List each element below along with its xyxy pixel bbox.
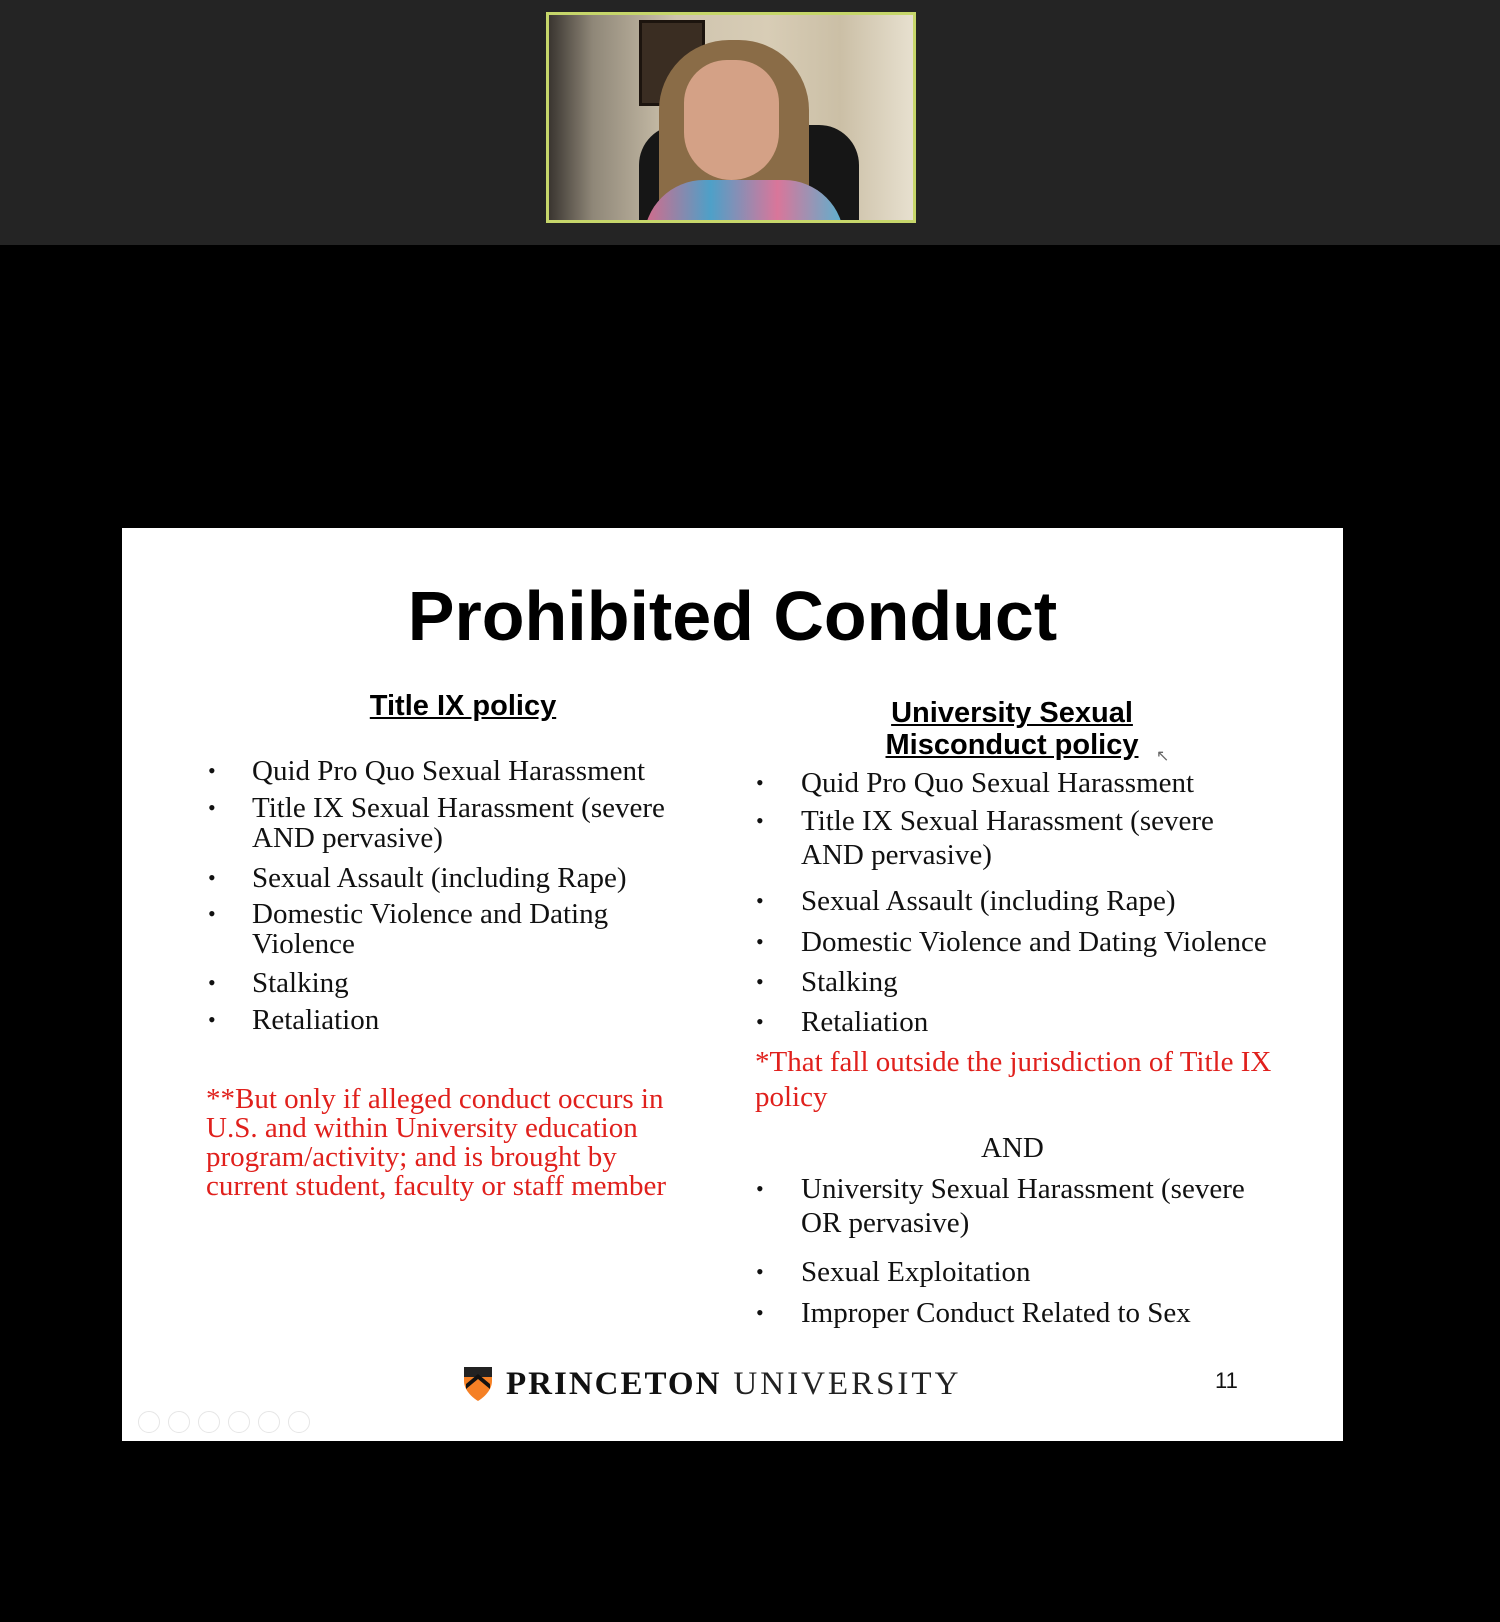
presenter-face [684,60,779,180]
right-list-item: AND pervasive) [801,839,992,871]
bullet-icon: • [756,929,764,954]
right-list-item: OR pervasive) [801,1207,970,1239]
right-list-item: Sexual Assault (including Rape) [801,885,1176,917]
princeton-logo [462,1365,961,1403]
bullet-icon: • [208,865,216,890]
right-list-item: Sexual Exploitation [801,1256,1031,1288]
page-number: 11 [1215,1368,1238,1393]
next-slide-button[interactable] [168,1411,190,1433]
right-list-item: University Sexual Harassment (severe [801,1173,1245,1205]
right-list-item: Title IX Sexual Harassment (severe [801,805,1214,837]
right-list-item: Improper Conduct Related to Sex [801,1297,1191,1329]
left-heading: Title IX policy [369,690,557,722]
bullet-icon: • [208,970,216,995]
princeton-shield-icon [462,1365,494,1403]
bullet-icon: • [756,1176,764,1201]
left-note-line: current student, faculty or staff member [206,1170,667,1202]
bullet-icon: • [756,808,764,833]
left-list-item: Retaliation [252,1004,380,1036]
left-list-item: Stalking [252,967,349,999]
left-list-item: Quid Pro Quo Sexual Harassment [252,755,646,787]
mouse-cursor-icon: ↖ [1156,746,1170,765]
left-list-item: Sexual Assault (including Rape) [252,862,627,894]
bullet-icon: • [756,888,764,913]
right-heading-line2: Misconduct policy [885,729,1139,761]
left-note-line: **But only if alleged conduct occurs in [206,1083,664,1115]
left-list-item: Domestic Violence and Dating [252,898,609,930]
right-note-line: policy [755,1081,828,1113]
left-note-line: U.S. and within University education [206,1112,638,1144]
and-separator: AND [981,1132,1044,1164]
zoom-button[interactable] [258,1411,280,1433]
bullet-icon: • [208,758,216,783]
bullet-icon: • [208,795,216,820]
logo-university: UNIVERSITY [733,1365,962,1402]
video-strip [0,0,1500,245]
previous-slide-button[interactable] [138,1411,160,1433]
see-all-slides-button[interactable] [228,1411,250,1433]
right-list-item: Retaliation [801,1006,929,1038]
slide-controls [138,1411,310,1433]
slide-title: Prohibited Conduct [407,577,1058,655]
bullet-icon: • [756,969,764,994]
right-list-item: Domestic Violence and Dating Violence [801,926,1267,958]
right-list-item: Stalking [801,966,898,998]
left-list-item: AND pervasive) [252,822,443,854]
right-heading-line1: University Sexual [891,697,1133,729]
bullet-icon: • [208,1007,216,1032]
left-note-line: program/activity; and is brought by [206,1141,617,1173]
left-list-item: Violence [252,928,355,960]
left-list-item: Title IX Sexual Harassment (severe [252,792,665,824]
right-list-item: Quid Pro Quo Sexual Harassment [801,767,1195,799]
bullet-icon: • [756,1300,764,1325]
right-note-line: *That fall outside the jurisdiction of Title IX [755,1046,1272,1078]
logo-princeton: PRINCETON [506,1365,722,1402]
bullet-icon: • [208,901,216,926]
participant-video-tile[interactable] [546,12,916,223]
shared-slide [122,528,1343,1441]
bullet-icon: • [756,1009,764,1034]
more-options-button[interactable] [288,1411,310,1433]
bullet-icon: • [756,770,764,795]
bullet-icon: • [756,1259,764,1284]
pen-tool-button[interactable] [198,1411,220,1433]
